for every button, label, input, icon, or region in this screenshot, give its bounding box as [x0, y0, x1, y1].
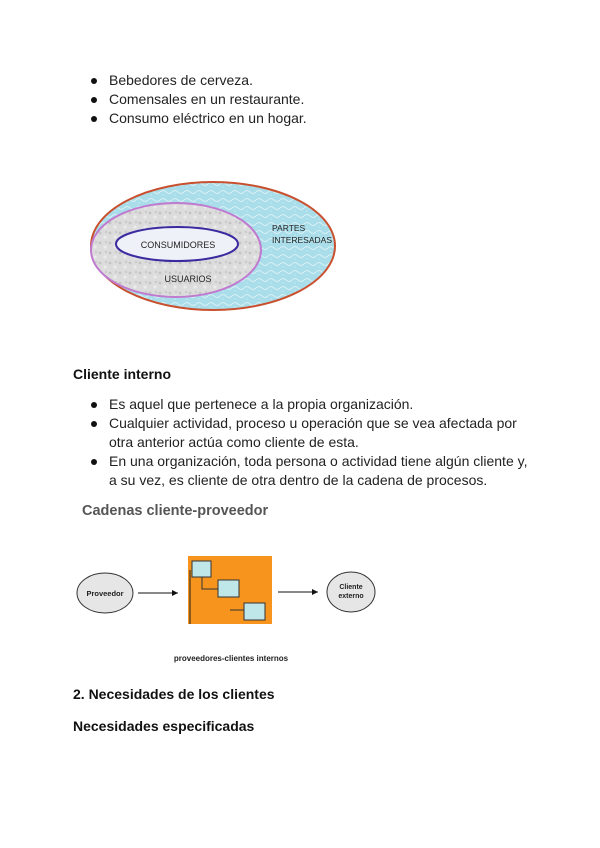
section-heading-necesidades: 2. Necesidades de los clientes [73, 686, 275, 702]
diagram-caption: proveedores-clientes internos [173, 654, 289, 663]
process-box [218, 580, 239, 597]
client-label-line2: externo [338, 593, 364, 600]
label-consumidores: CONSUMIDORES [140, 240, 216, 250]
process-box [244, 603, 265, 620]
client-label-line1: Cliente [339, 584, 363, 591]
stakeholder-ellipse-diagram [88, 180, 348, 315]
section-heading-cliente-interno: Cliente interno [73, 366, 172, 382]
bullet-list-examples [88, 71, 307, 128]
label-interesadas: INTERESADAS [272, 235, 332, 245]
supplier-label: Proveedor [86, 589, 124, 598]
process-box [192, 561, 211, 577]
section-heading-especificadas: Necesidades especificadas [73, 718, 255, 734]
external-client-node [327, 572, 375, 612]
label-partes: PARTES [272, 223, 306, 233]
list-item: Bebedores de cerveza. [88, 71, 307, 90]
label-usuarios: USUARIOS [164, 274, 212, 284]
bullet-list-cliente-interno [88, 395, 538, 490]
diagram-title: Cadenas cliente-proveedor [82, 503, 269, 519]
arrow-head [172, 590, 178, 596]
arrow-head [312, 589, 318, 595]
list-item: Consumo eléctrico en un hogar. [88, 109, 307, 128]
list-item: Comensales en un restaurante. [88, 90, 307, 109]
supplier-client-chain-diagram [72, 498, 392, 668]
list-item: En una organización, toda persona o actividad tiene algún cliente y, a su vez, es cliente de otra dentro de la cadena de procesos. [88, 452, 538, 490]
list-item: Cualquier actividad, proceso u operación que se vea afectada por otra anterior actúa como cliente de esta. [88, 414, 538, 452]
list-item: Es aquel que pertenece a la propia organización. [88, 395, 538, 414]
